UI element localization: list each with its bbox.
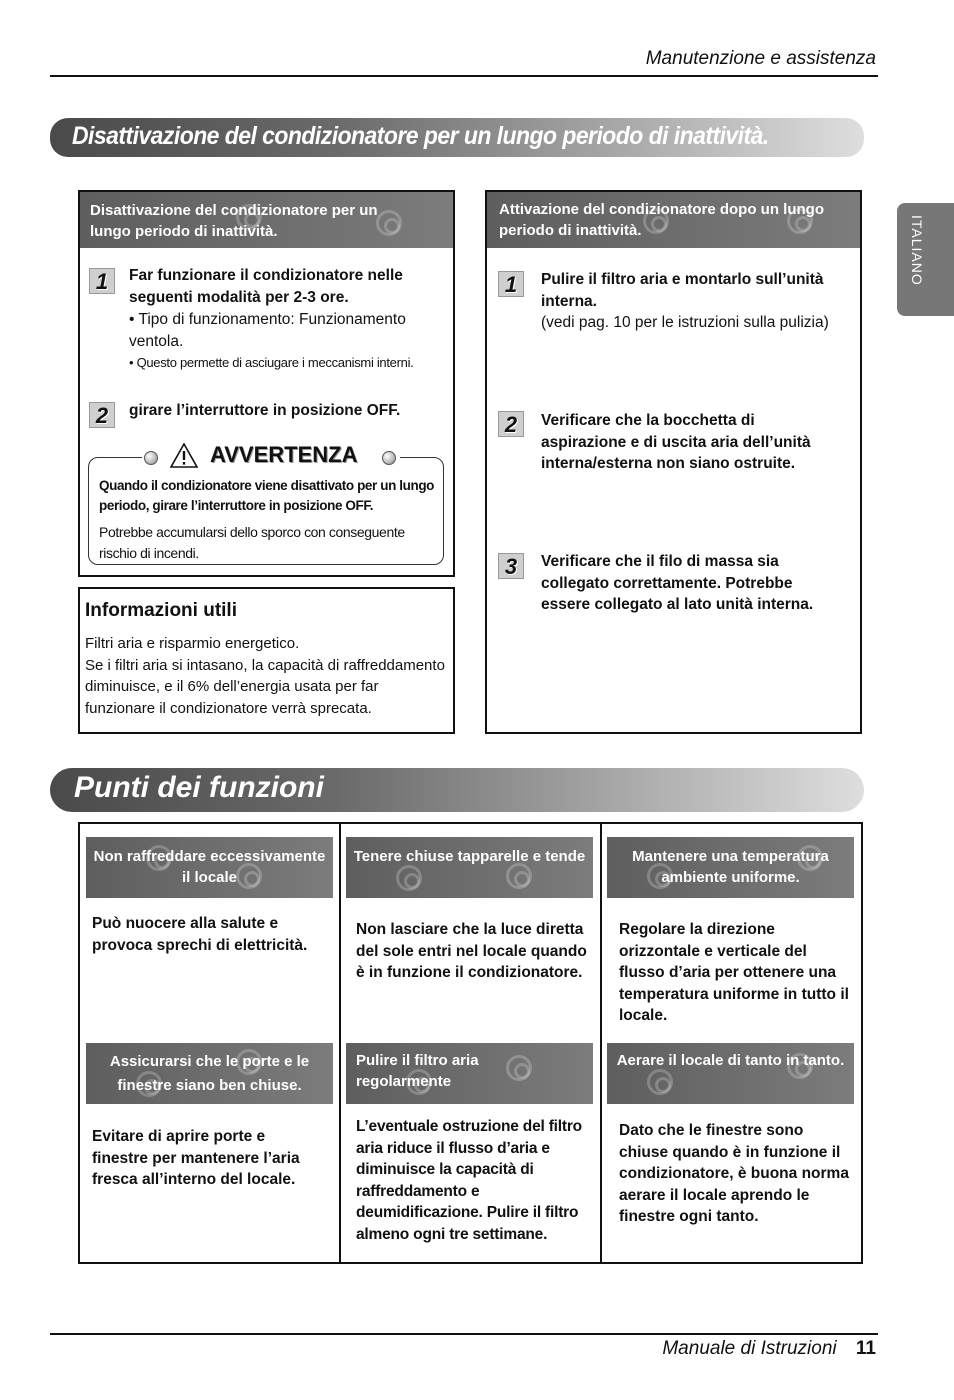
right-step-1-title: Pulire il filtro aria e montarlo sull’unità interna. — [541, 271, 824, 310]
step-number-icon: 3 — [498, 553, 524, 579]
warning-text: Potrebbe accumularsi dello sporco con conseguente rischio di incendi. — [99, 524, 405, 561]
step-1-title: Far funzionare il condizionatore nelle seguenti modalità per 2-3 ore. — [129, 267, 403, 306]
swirl-icon — [396, 865, 422, 891]
warning-title: AVVERTENZA — [210, 442, 358, 467]
footer — [662, 1338, 876, 1360]
step-number-icon: 2 — [498, 411, 524, 437]
dot-icon — [382, 451, 396, 465]
grid-divider — [600, 823, 602, 1263]
tip-text: L’eventuale ostruzione del filtro aria riduce il flusso d’aria e diminuisce la capacità di raffreddamento e deumidificazione. Pulire il filtro almeno ogni tre settimane. — [356, 1118, 582, 1243]
deactivation-box-header: Disattivazione del condizionatore per un lungo periodo di inattività. — [80, 192, 453, 248]
tip-text: Può nuocere alla salute e provoca sprechi di elettricità. — [92, 915, 308, 954]
step-1-note: • Questo permette di asciugare i meccanismi interni. — [129, 355, 414, 370]
swirl-icon — [506, 1055, 532, 1081]
tip-header: Pulire il filtro aria regolarmente — [346, 1043, 593, 1104]
footer-rule — [50, 1333, 878, 1335]
language-tab — [897, 203, 954, 316]
tip-header: Non raffreddare eccessivamente il locale — [86, 837, 333, 898]
grid-divider — [339, 823, 341, 1263]
right-step-3-title: Verificare che il filo di massa sia collegato correttamente. Potrebbe essere collegato al lato unità interna. — [541, 553, 814, 613]
activation-box-header: Attivazione del condizionatore dopo un lungo periodo di inattività. — [487, 192, 860, 248]
step-2-title: girare l’interruttore in posizione OFF. — [129, 402, 401, 419]
page-number: 11 — [855, 1338, 876, 1359]
right-step-2-title: Verificare che la bocchetta di aspirazione e di uscita aria dell’unità interna/esterna non siano ostruite. — [541, 412, 811, 472]
header-rule — [50, 75, 878, 77]
info-text: Filtri aria e risparmio energetico. Se i filtri aria si intasano, la capacità di raffreddamento diminuisce, e il 6% dell’energia usata per far funzionare il condizionatore verrà sprecata. — [85, 635, 445, 717]
tip-header: Tenere chiuse tapparelle e tende — [346, 837, 593, 898]
tip-text: Dato che le finestre sono chiuse quando è in funzione il condizionatore, è buona norma aerare il locale aprendo le finestre ogni tanto. — [619, 1122, 849, 1225]
section-title: Manutenzione e assistenza — [645, 48, 876, 69]
swirl-icon — [506, 863, 532, 889]
warning-bold-text: Quando il condizionatore viene disattivato per un lungo periodo, girare l’interruttore in posizione OFF. — [99, 478, 435, 513]
section-banner-deactivation — [50, 118, 864, 157]
swirl-icon — [376, 210, 402, 236]
banner-title: Punti dei funzioni — [74, 771, 324, 804]
tip-header: Mantenere una temperatura ambiente uniforme. — [607, 837, 854, 898]
warning-triangle-icon — [170, 443, 198, 468]
language-tab-label: ITALIANO — [909, 215, 925, 286]
step-number-icon: 1 — [498, 271, 524, 297]
swirl-icon — [236, 863, 262, 889]
tip-header: Aerare il locale di tanto in tanto. — [607, 1043, 854, 1104]
manual-title: Manuale di Istruzioni — [662, 1338, 837, 1359]
step-number-icon: 2 — [89, 402, 115, 428]
right-step-1-note: (vedi pag. 10 per le istruzioni sulla pulizia) — [541, 314, 829, 331]
swirl-icon — [647, 1069, 673, 1095]
warning-title-bar — [142, 440, 400, 470]
step-1-bullet: • Tipo di funzionamento: Funzionamento ventola. — [129, 311, 406, 350]
dot-icon — [144, 451, 158, 465]
tip-text: Regolare la direzione orizzontale e verticale del flusso d’aria per ottenere una temperatura uniforme in tutto il locale. — [619, 921, 849, 1024]
step-number-icon: 1 — [89, 268, 115, 294]
tip-header: Assicurarsi che le porte e le finestre siano ben chiuse. — [86, 1043, 333, 1104]
tip-text: Evitare di aprire porte e finestre per mantenere l’aria fresca all’interno del locale. — [92, 1128, 300, 1188]
tip-text: Non lasciare che la luce diretta del sole entri nel locale quando è in funzione il condizionatore. — [356, 921, 587, 981]
banner-title: Disattivazione del condizionatore per un lungo periodo di inattività. — [72, 122, 769, 150]
section-banner-tips — [50, 768, 864, 812]
info-title: Informazioni utili — [85, 600, 237, 621]
